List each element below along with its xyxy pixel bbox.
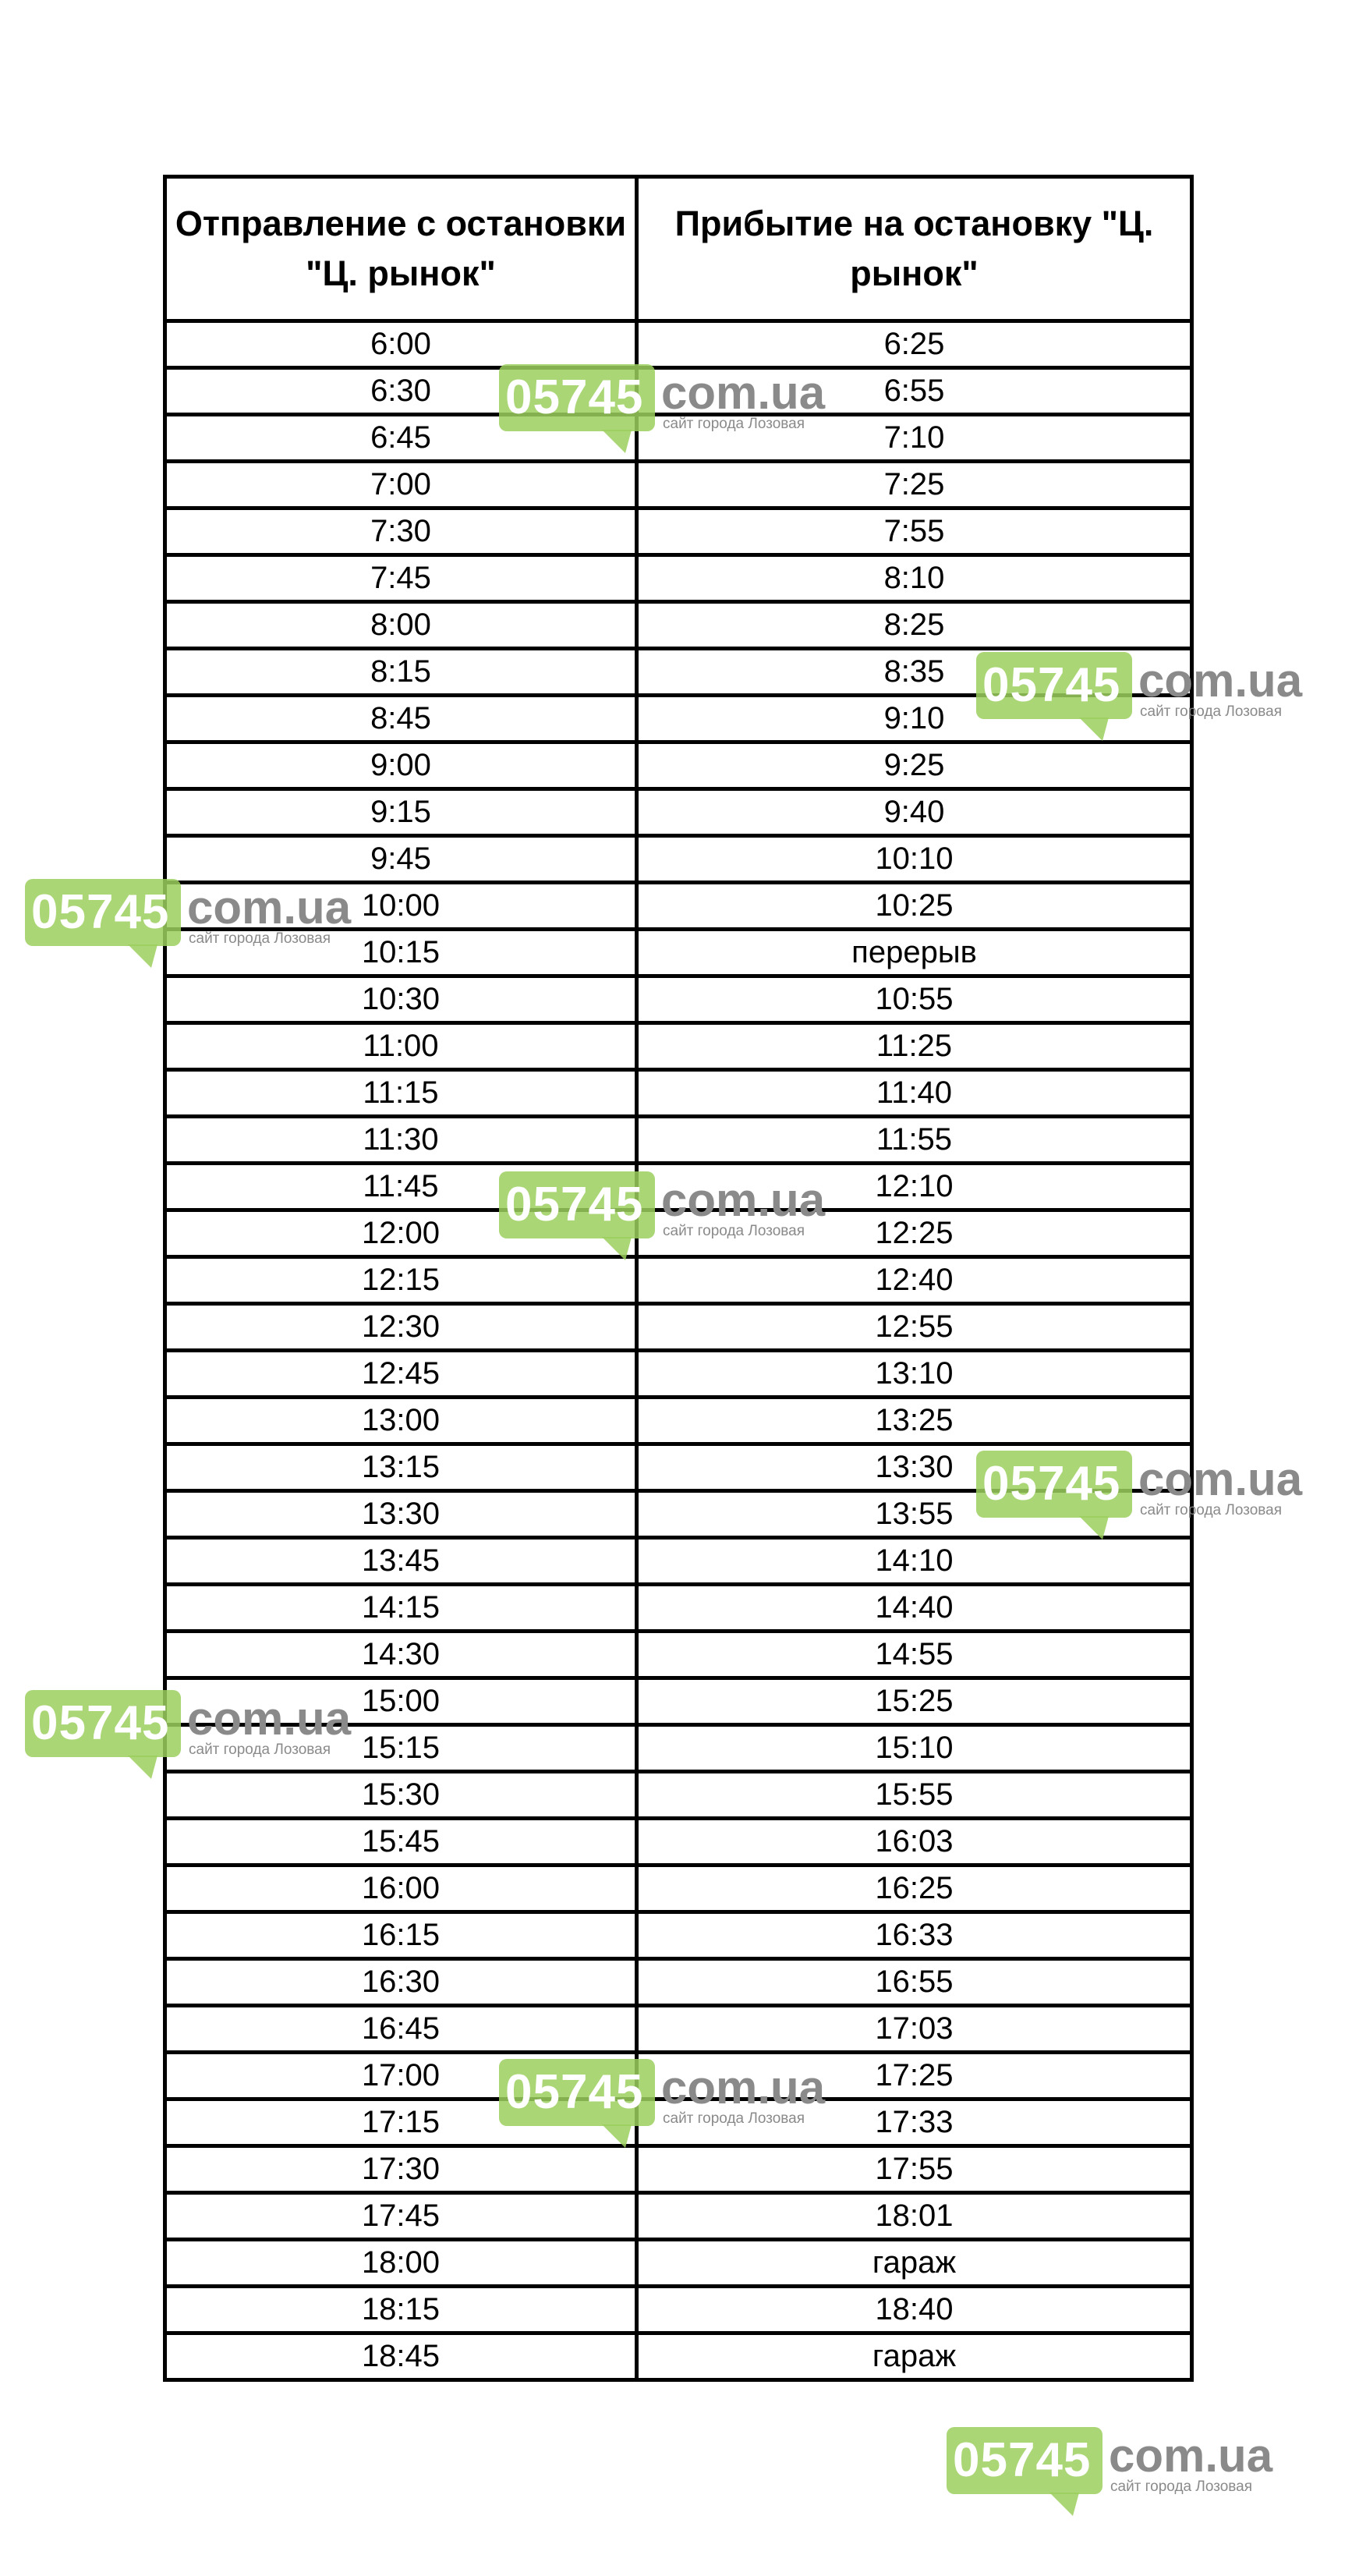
watermark-logo — [25, 879, 352, 980]
arrival-time-cell: гараж — [637, 2240, 1192, 2287]
table-row — [165, 602, 1192, 649]
watermark-bubble-tail — [1079, 718, 1109, 741]
schedule-table — [163, 175, 1194, 2382]
departure-time-cell: 16:45 — [165, 2006, 637, 2053]
table-row — [165, 462, 1192, 508]
table-row — [165, 789, 1192, 836]
watermark-logo — [976, 1451, 1303, 1552]
departure-time-cell: 11:45 — [165, 1164, 637, 1210]
departure-time-cell: 8:45 — [165, 696, 637, 742]
arrival-time-cell: 9:25 — [637, 742, 1192, 789]
departure-time-cell: 15:15 — [165, 1725, 637, 1772]
table-row — [165, 1351, 1192, 1398]
departure-time-cell: 12:45 — [165, 1351, 637, 1398]
watermark-bubble-tail — [602, 2124, 632, 2148]
arrival-time-cell: 12:25 — [637, 1210, 1192, 1257]
table-row — [165, 1398, 1192, 1444]
arrival-time-cell: 10:10 — [637, 836, 1192, 883]
watermark-logo — [499, 364, 826, 466]
departure-time-cell: 17:30 — [165, 2146, 637, 2193]
departure-time-cell: 18:00 — [165, 2240, 637, 2287]
watermark-tagline: сайт города Лозовая — [1140, 1502, 1283, 1518]
arrival-time-cell: 15:10 — [637, 1725, 1192, 1772]
table-row — [165, 1959, 1192, 2006]
watermark-digits: 05745 — [953, 2433, 1092, 2487]
departure-time-cell: 12:15 — [165, 1257, 637, 1304]
watermark-logo — [499, 1171, 826, 1273]
watermark-bubble-tail — [128, 1756, 157, 1779]
departure-time-cell: 13:00 — [165, 1398, 637, 1444]
arrival-time-cell: перерыв — [637, 930, 1192, 976]
header-row — [165, 177, 1192, 321]
arrival-time-cell: 16:25 — [637, 1866, 1192, 1912]
table-row — [165, 836, 1192, 883]
table-row — [165, 1819, 1192, 1866]
watermark-tagline: сайт города Лозовая — [189, 930, 331, 947]
watermark-tagline: сайт города Лозовая — [663, 416, 805, 432]
arrival-time-cell: 13:25 — [637, 1398, 1192, 1444]
departure-time-cell: 11:30 — [165, 1117, 637, 1164]
table-row — [165, 508, 1192, 555]
watermark-tagline: сайт города Лозовая — [1140, 703, 1283, 720]
watermark-domain: com.ua — [187, 1692, 352, 1745]
arrival-time-cell: 17:55 — [637, 2146, 1192, 2193]
departure-time-cell: 11:00 — [165, 1023, 637, 1070]
watermark-digits: 05745 — [31, 1696, 170, 1750]
table-row — [165, 1304, 1192, 1351]
departure-time-cell: 7:45 — [165, 555, 637, 602]
arrival-time-cell: 11:55 — [637, 1117, 1192, 1164]
arrival-time-cell: 12:40 — [637, 1257, 1192, 1304]
table-row — [165, 2333, 1192, 2380]
table-row — [165, 1912, 1192, 1959]
departure-time-cell: 6:00 — [165, 321, 637, 368]
watermark-digits: 05745 — [505, 370, 644, 424]
watermark-bubble-tail — [602, 1237, 632, 1260]
table-row — [165, 1070, 1192, 1117]
departure-time-cell: 17:45 — [165, 2193, 637, 2240]
departure-time-cell: 15:30 — [165, 1772, 637, 1819]
departure-time-cell: 9:15 — [165, 789, 637, 836]
table-row — [165, 555, 1192, 602]
arrival-time-cell: 15:55 — [637, 1772, 1192, 1819]
departure-time-cell: 7:30 — [165, 508, 637, 555]
watermark-tagline: сайт города Лозовая — [1110, 2479, 1253, 2495]
watermark-domain: com.ua — [661, 1174, 826, 1226]
departure-time-cell: 10:30 — [165, 976, 637, 1023]
watermark-digits: 05745 — [505, 1178, 644, 1231]
departure-time-cell: 18:45 — [165, 2333, 637, 2380]
watermark-digits: 05745 — [31, 885, 170, 939]
watermark-domain: com.ua — [1138, 1453, 1303, 1505]
departure-time-cell: 15:45 — [165, 1819, 637, 1866]
departure-time-cell: 12:30 — [165, 1304, 637, 1351]
departure-time-cell: 6:30 — [165, 368, 637, 415]
arrival-time-cell: 7:25 — [637, 462, 1192, 508]
watermark-logo — [976, 652, 1303, 753]
arrival-time-cell: 16:55 — [637, 1959, 1192, 2006]
arrival-time-cell: 16:33 — [637, 1912, 1192, 1959]
departure-time-cell: 12:00 — [165, 1210, 637, 1257]
departure-time-cell: 13:15 — [165, 1444, 637, 1491]
arrival-time-cell: 14:10 — [637, 1538, 1192, 1585]
table-row — [165, 2240, 1192, 2287]
table-row — [165, 2006, 1192, 2053]
departure-time-cell: 11:15 — [165, 1070, 637, 1117]
arrival-time-cell: 8:25 — [637, 602, 1192, 649]
arrival-time-cell: 8:10 — [637, 555, 1192, 602]
arrival-time-cell: 8:35 — [637, 649, 1192, 696]
departure-time-cell: 10:15 — [165, 930, 637, 976]
header-departure: Отправление с остановки "Ц. рынок" — [165, 177, 637, 321]
watermark-domain: com.ua — [661, 2061, 826, 2114]
departure-time-cell: 13:30 — [165, 1491, 637, 1538]
arrival-time-cell: 7:10 — [637, 415, 1192, 462]
table-row — [165, 2287, 1192, 2333]
arrival-time-cell: 18:40 — [637, 2287, 1192, 2333]
arrival-time-cell: 9:10 — [637, 696, 1192, 742]
arrival-time-cell: 14:55 — [637, 1632, 1192, 1678]
departure-time-cell: 9:45 — [165, 836, 637, 883]
arrival-time-cell: 13:30 — [637, 1444, 1192, 1491]
arrival-time-cell: 6:55 — [637, 368, 1192, 415]
watermark-digits: 05745 — [505, 2065, 644, 2119]
watermark-tagline: сайт города Лозовая — [663, 2110, 805, 2127]
arrival-time-cell: 13:10 — [637, 1351, 1192, 1398]
departure-time-cell: 16:15 — [165, 1912, 637, 1959]
departure-time-cell: 18:15 — [165, 2287, 637, 2333]
departure-time-cell: 17:00 — [165, 2053, 637, 2099]
departure-time-cell: 8:00 — [165, 602, 637, 649]
departure-time-cell: 6:45 — [165, 415, 637, 462]
header-arrival: Прибытие на остановку "Ц. рынок" — [637, 177, 1192, 321]
table-row — [165, 1023, 1192, 1070]
departure-time-cell: 7:00 — [165, 462, 637, 508]
arrival-time-cell: 13:55 — [637, 1491, 1192, 1538]
arrival-time-cell: 17:03 — [637, 2006, 1192, 2053]
departure-time-cell: 15:00 — [165, 1678, 637, 1725]
departure-time-cell: 14:15 — [165, 1585, 637, 1632]
watermark-bubble-tail — [602, 430, 632, 453]
table-row — [165, 1632, 1192, 1678]
arrival-time-cell: 15:25 — [637, 1678, 1192, 1725]
watermark-logo — [25, 1690, 352, 1791]
arrival-time-cell: 11:40 — [637, 1070, 1192, 1117]
arrival-time-cell: 14:40 — [637, 1585, 1192, 1632]
arrival-time-cell: 6:25 — [637, 321, 1192, 368]
arrival-time-cell: 7:55 — [637, 508, 1192, 555]
arrival-time-cell: 10:55 — [637, 976, 1192, 1023]
watermark-domain: com.ua — [1138, 654, 1303, 707]
watermark-domain: com.ua — [187, 881, 352, 934]
arrival-time-cell: 16:03 — [637, 1819, 1192, 1866]
departure-time-cell: 10:00 — [165, 883, 637, 930]
arrival-time-cell: 18:01 — [637, 2193, 1192, 2240]
watermark-domain: com.ua — [661, 367, 826, 419]
watermark-bubble-tail — [1079, 1516, 1109, 1540]
arrival-time-cell: 12:10 — [637, 1164, 1192, 1210]
arrival-time-cell: 9:40 — [637, 789, 1192, 836]
table-row — [165, 321, 1192, 368]
watermark-tagline: сайт города Лозовая — [189, 1742, 331, 1758]
arrival-time-cell: 17:25 — [637, 2053, 1192, 2099]
departure-time-cell: 17:15 — [165, 2099, 637, 2146]
departure-time-cell: 13:45 — [165, 1538, 637, 1585]
table-row — [165, 976, 1192, 1023]
watermark-logo — [499, 2059, 826, 2160]
watermark-bubble-tail — [1049, 2493, 1079, 2516]
arrival-time-cell: 17:33 — [637, 2099, 1192, 2146]
departure-time-cell: 16:30 — [165, 1959, 637, 2006]
table-row — [165, 1117, 1192, 1164]
arrival-time-cell: 12:55 — [637, 1304, 1192, 1351]
arrival-time-cell: гараж — [637, 2333, 1192, 2380]
table-row — [165, 1585, 1192, 1632]
table-row — [165, 2193, 1192, 2240]
departure-time-cell: 9:00 — [165, 742, 637, 789]
watermark-tagline: сайт города Лозовая — [663, 1223, 805, 1239]
watermark-bubble-tail — [128, 944, 157, 968]
departure-time-cell: 8:15 — [165, 649, 637, 696]
watermark-digits: 05745 — [982, 1457, 1121, 1511]
arrival-time-cell: 11:25 — [637, 1023, 1192, 1070]
watermark-logo — [947, 2427, 1273, 2528]
table-row — [165, 1866, 1192, 1912]
departure-time-cell: 16:00 — [165, 1866, 637, 1912]
watermark-domain: com.ua — [1109, 2429, 1273, 2482]
watermark-digits: 05745 — [982, 658, 1121, 712]
departure-time-cell: 14:30 — [165, 1632, 637, 1678]
arrival-time-cell: 10:25 — [637, 883, 1192, 930]
